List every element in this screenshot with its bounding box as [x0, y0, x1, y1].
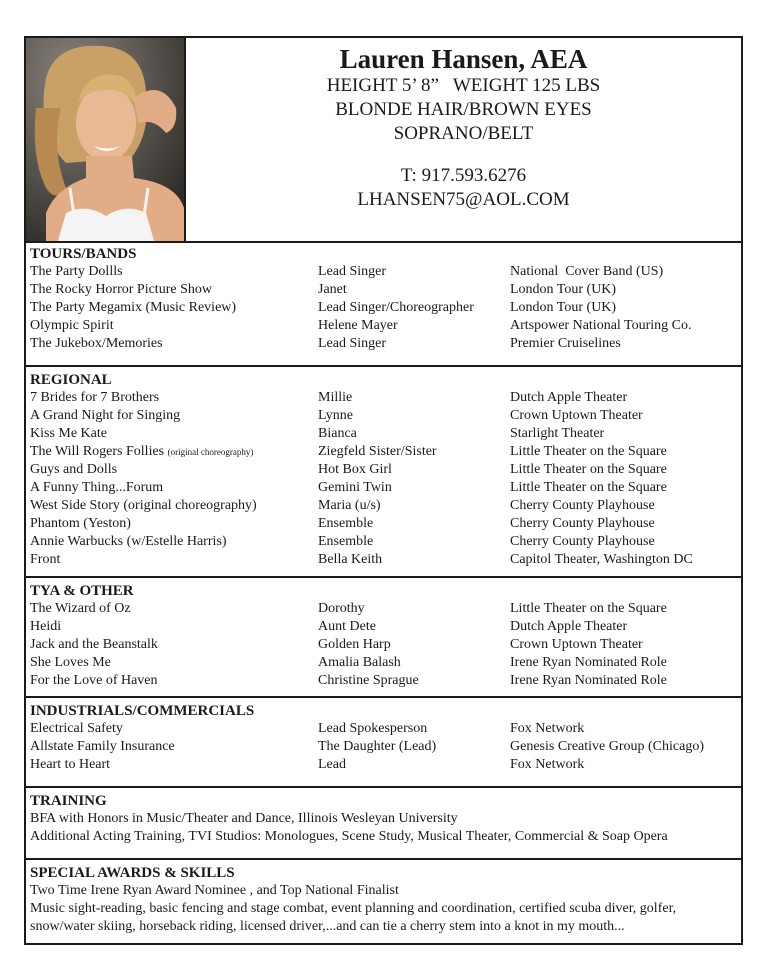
credit-row	[30, 407, 741, 425]
credit-row	[30, 551, 741, 569]
role-name: Amalia Balash	[318, 655, 401, 670]
show-title-with-note	[30, 443, 253, 461]
show-title: The Wizard of Oz	[30, 601, 131, 616]
show-title: Electrical Safety	[30, 721, 123, 736]
credit-row	[30, 672, 741, 690]
credit-row	[30, 443, 741, 461]
role-name: Ensemble	[318, 516, 374, 531]
show-title: Guys and Dolls	[30, 462, 118, 477]
role-name: Lynne	[318, 408, 353, 423]
venue-name: Irene Ryan Nominated Role	[510, 655, 667, 670]
credit-row	[30, 299, 741, 317]
training-section	[26, 788, 741, 860]
venue-name: Genesis Creative Group (Chicago)	[510, 739, 704, 754]
role-name: Janet	[318, 282, 347, 297]
section-title: INDUSTRIALS/COMMERCIALS	[30, 703, 255, 719]
venue-name: Crown Uptown Theater	[510, 637, 643, 652]
venue-name: Capitol Theater, Washington DC	[510, 552, 693, 567]
show-title: A Grand Night for Singing	[30, 408, 181, 423]
show-title: The Rocky Horror Picture Show	[30, 282, 212, 297]
show-title: Heart to Heart	[30, 757, 111, 772]
email-address: LHANSEN75@AOL.COM	[357, 189, 570, 210]
role-name: Maria (u/s)	[318, 498, 381, 513]
role-name: Ensemble	[318, 534, 374, 549]
venue-name: Cherry County Playhouse	[510, 534, 655, 549]
venue-name: National Cover Band (US)	[510, 264, 664, 279]
role-name: Aunt Dete	[318, 619, 376, 634]
venue-name: London Tour (UK)	[510, 282, 617, 297]
venue-name: Cherry County Playhouse	[510, 516, 655, 531]
show-title: A Funny Thing...Forum	[30, 480, 164, 495]
venue-name: Starlight Theater	[510, 426, 605, 441]
credit-row	[30, 515, 741, 533]
credit-row	[30, 425, 741, 443]
credit-row	[30, 389, 741, 407]
credit-row	[30, 636, 741, 654]
show-title: She Loves Me	[30, 655, 111, 670]
show-title: Front	[30, 552, 61, 567]
venue-name: Little Theater on the Square	[510, 480, 667, 495]
section-title: TOURS/BANDS	[30, 246, 137, 262]
credit-row	[30, 738, 741, 756]
regional-section	[26, 367, 741, 578]
credit-row	[30, 756, 741, 774]
venue-name: Cherry County Playhouse	[510, 498, 655, 513]
resume-header	[26, 38, 741, 243]
role-name: Millie	[318, 390, 353, 405]
credit-row	[30, 497, 741, 515]
venue-name: Dutch Apple Theater	[510, 619, 628, 634]
industrials-section	[26, 698, 741, 788]
credit-row	[30, 317, 741, 335]
credit-row	[30, 720, 741, 738]
show-title: Jack and the Beanstalk	[30, 637, 158, 652]
role-name: Lead Singer	[318, 336, 387, 351]
role-name: Helene Mayer	[318, 318, 398, 333]
venue-name: Crown Uptown Theater	[510, 408, 643, 423]
credit-row	[30, 263, 741, 281]
role-name: Lead Singer/Choreographer	[318, 300, 474, 315]
show-title: Annie Warbucks (w/Estelle Harris)	[30, 534, 227, 549]
tya-section	[26, 578, 741, 698]
role-name: Ziegfeld Sister/Sister	[318, 444, 437, 459]
show-title: The Party Dollls	[30, 264, 123, 279]
credit-row	[30, 654, 741, 672]
show-title: Heidi	[30, 619, 62, 634]
role-name: Hot Box Girl	[318, 462, 392, 477]
venue-name: Dutch Apple Theater	[510, 390, 628, 405]
venue-name: Fox Network	[510, 757, 585, 772]
role-name: Christine Sprague	[318, 673, 419, 688]
role-name: Gemini Twin	[318, 480, 392, 495]
venue-name: Artspower National Touring Co.	[510, 318, 692, 333]
show-title: West Side Story (original choreography)	[30, 498, 257, 513]
actor-name: Lauren Hansen, AEA	[339, 44, 588, 74]
show-title: The Will Rogers Follies	[30, 444, 165, 459]
credit-row	[30, 461, 741, 479]
role-name: Lead Singer	[318, 264, 387, 279]
credit-row	[30, 479, 741, 497]
venue-name: Little Theater on the Square	[510, 601, 667, 616]
venue-name: Fox Network	[510, 721, 585, 736]
role-name: Bella Keith	[318, 552, 383, 567]
headshot-photo	[26, 38, 186, 241]
hair-eyes: BLONDE HAIR/BROWN EYES	[335, 99, 592, 120]
credit-row	[30, 335, 741, 353]
role-name: Golden Harp	[318, 637, 391, 652]
awards-line: Two Time Irene Ryan Award Nominee , and Top National Finalist	[30, 883, 399, 898]
phone-number: T: 917.593.6276	[400, 165, 527, 186]
venue-name: Little Theater on the Square	[510, 462, 667, 477]
venue-name: Little Theater on the Square	[510, 444, 667, 459]
section-title: TRAINING	[30, 793, 107, 809]
awards-section	[26, 860, 741, 943]
role-name: The Daughter (Lead)	[318, 739, 437, 754]
venue-name: Irene Ryan Nominated Role	[510, 673, 667, 688]
section-title: TYA & OTHER	[30, 583, 134, 599]
skills-paragraph: Music sight-reading, basic fencing and stage combat, event planning and coordination, certified scuba diver, golfer, snow/water skiing, horseback riding, licensed driver,...and can tie a cherry stem into a knot in my mouth...	[30, 901, 677, 934]
credit-row	[30, 533, 741, 551]
role-name: Lead	[318, 757, 346, 772]
role-name: Bianca	[318, 426, 357, 441]
credit-row	[30, 618, 741, 636]
show-title: The Party Megamix (Music Review)	[30, 300, 237, 315]
height-weight: HEIGHT 5’ 8” WEIGHT 125 LBS	[326, 75, 601, 96]
training-line: Additional Acting Training, TVI Studios: Monologues, Scene Study, Musical Theater, Commercial & Soap Opera	[30, 829, 668, 844]
section-title: SPECIAL AWARDS & SKILLS	[30, 865, 235, 881]
resume-page	[24, 36, 743, 945]
contact-block	[186, 38, 741, 241]
show-title: 7 Brides for 7 Brothers	[30, 390, 160, 405]
show-note: (original choreography)	[167, 447, 254, 457]
show-title: Phantom (Yeston)	[30, 516, 131, 531]
credit-row	[30, 281, 741, 299]
venue-name: London Tour (UK)	[510, 300, 617, 315]
credit-row	[30, 600, 741, 618]
section-title: REGIONAL	[30, 372, 112, 388]
show-title: For the Love of Haven	[30, 673, 158, 688]
role-name: Dorothy	[318, 601, 365, 616]
training-line: BFA with Honors in Music/Theater and Dance, Illinois Wesleyan University	[30, 811, 458, 826]
voice-type: SOPRANO/BELT	[393, 123, 534, 144]
show-title: The Jukebox/Memories	[30, 336, 163, 351]
show-title: Allstate Family Insurance	[30, 739, 175, 754]
show-title: Kiss Me Kate	[30, 426, 107, 441]
role-name: Lead Spokesperson	[318, 721, 428, 736]
show-title: Olympic Spirit	[30, 318, 114, 333]
venue-name: Premier Cruiselines	[510, 336, 621, 351]
tours-section	[26, 241, 741, 367]
